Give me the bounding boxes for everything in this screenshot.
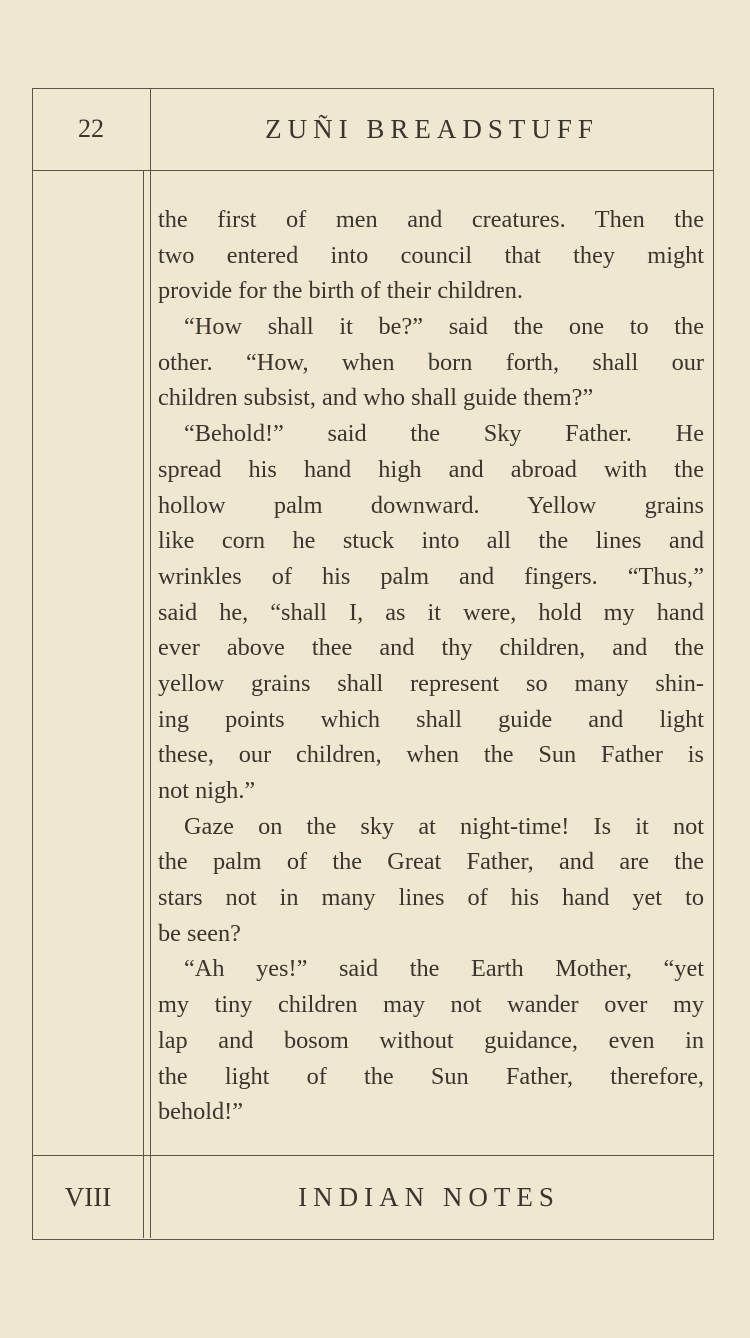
volume-number: VIII (64, 1181, 112, 1212)
text-line: provide for the birth of their children. (158, 277, 524, 305)
page-number: 22 (78, 114, 104, 143)
text-line: said he, “shall I, as it were, hold my hand (158, 598, 704, 626)
text-line: other. “How, when born forth, shall our (158, 348, 704, 376)
text-line: Gaze on the sky at night-time! Is it not (184, 812, 704, 840)
footer-divider (32, 1155, 714, 1156)
text-line: “Ah yes!” said the Earth Mother, “yet (184, 955, 704, 983)
body-text (158, 202, 704, 1130)
text-line: wrinkles of his palm and fingers. “Thus,” (158, 562, 704, 590)
text-line: not nigh.” (158, 777, 256, 804)
text-line: my tiny children may not wander over my (158, 991, 704, 1019)
text-line: the first of men and creatures. Then the (158, 206, 704, 233)
text-line: be seen? (158, 919, 241, 947)
text-line: stars not in many lines of his hand yet to (158, 884, 704, 912)
text-line: behold!” (158, 1098, 244, 1126)
column-divider-inner (143, 170, 144, 1238)
text-line: these, our children, when the Sun Father is (158, 741, 704, 769)
text-line: the light of the Sun Father, therefore, (158, 1062, 704, 1090)
series-title: INDIAN NOTES (298, 1181, 560, 1212)
header-divider (32, 170, 714, 171)
text-line: the palm of the Great Father, and are the (158, 848, 704, 876)
running-title: ZUÑI BREADSTUFF (265, 113, 599, 144)
text-line: “Behold!” said the Sky Father. He (184, 420, 704, 448)
text-line: lap and bosom without guidance, even in (158, 1026, 704, 1054)
text-line: hollow palm downward. Yellow grains (158, 491, 704, 519)
column-divider (150, 88, 151, 1238)
text-line: ever above thee and thy children, and the (158, 634, 704, 662)
text-line: “How shall it be?” said the one to the (184, 313, 704, 341)
text-line: yellow grains shall represent so many shin- (158, 669, 704, 697)
text-line: children subsist, and who shall guide them?” (158, 384, 594, 412)
text-line: two entered into council that they might (158, 241, 704, 269)
text-line: spread his hand high and abroad with the (158, 455, 704, 483)
text-line: ing points which shall guide and light (158, 705, 704, 733)
text-line: like corn he stuck into all the lines and (158, 527, 704, 555)
